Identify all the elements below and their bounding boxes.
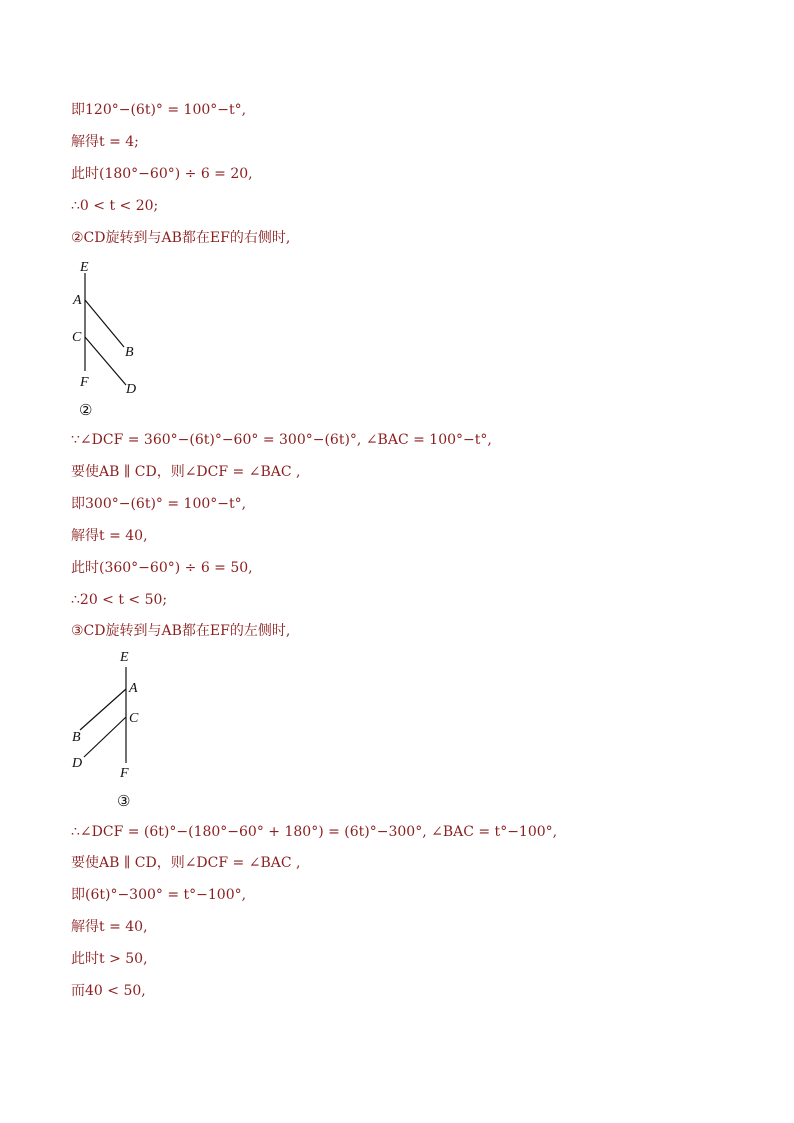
figure-3-diagram: [66, 645, 166, 815]
case-3-heading: ③CD旋转到与AB都在EF的左侧时,: [71, 623, 291, 639]
solution-line-18: 而40 < 50,: [71, 983, 146, 999]
label-d: D: [72, 756, 83, 771]
solution-line-4: ∴0 < t < 20;: [71, 198, 159, 214]
solution-line-8: 即300°−(6t)° = 100°−t°,: [71, 496, 247, 512]
solution-line-15: 即(6t)°−300° = t°−100°,: [71, 887, 247, 903]
figure-2-caption: ②: [79, 403, 93, 419]
segment-cd: [85, 337, 126, 385]
solution-line-16: 解得t = 40,: [71, 919, 148, 935]
solution-line-7: 要使AB ∥ CD，则∠DCF = ∠BAC ,: [71, 464, 301, 480]
solution-line-14: 要使AB ∥ CD，则∠DCF = ∠BAC ,: [71, 855, 301, 871]
label-c: C: [129, 711, 139, 726]
label-f: F: [80, 375, 89, 390]
label-c: C: [72, 330, 82, 345]
label-b: B: [125, 345, 134, 360]
label-d: D: [126, 382, 137, 397]
label-f: F: [120, 766, 129, 781]
label-a: A: [129, 681, 138, 696]
label-e: E: [120, 650, 129, 665]
case-2-heading: ②CD旋转到与AB都在EF的右侧时,: [71, 230, 291, 246]
solution-line-6: ∵∠DCF = 360°−(6t)°−60° = 300°−(6t)°, ∠BAC = 100°−t°,: [71, 432, 492, 448]
label-a: A: [73, 293, 82, 308]
segment-ab: [85, 300, 124, 347]
segment-cd: [84, 717, 126, 757]
solution-line-1: 即120°−(6t)° = 100°−t°,: [71, 102, 247, 118]
label-e: E: [80, 260, 89, 275]
solution-line-3: 此时(180°−60°) ÷ 6 = 20,: [71, 166, 253, 182]
solution-line-9: 解得t = 40,: [71, 528, 148, 544]
solution-line-2: 解得t = 4;: [71, 134, 139, 150]
solution-line-11: ∴20 < t < 50;: [71, 592, 168, 608]
solution-line-17: 此时t > 50,: [71, 951, 148, 967]
label-b: B: [72, 730, 81, 745]
figure-3-caption: ③: [117, 794, 131, 810]
solution-line-10: 此时(360°−60°) ÷ 6 = 50,: [71, 560, 253, 576]
figure-2-diagram: [66, 255, 156, 425]
solution-line-13: ∴∠DCF = (6t)°−(180°−60° + 180°) = (6t)°−300°, ∠BAC = t°−100°,: [71, 824, 558, 840]
